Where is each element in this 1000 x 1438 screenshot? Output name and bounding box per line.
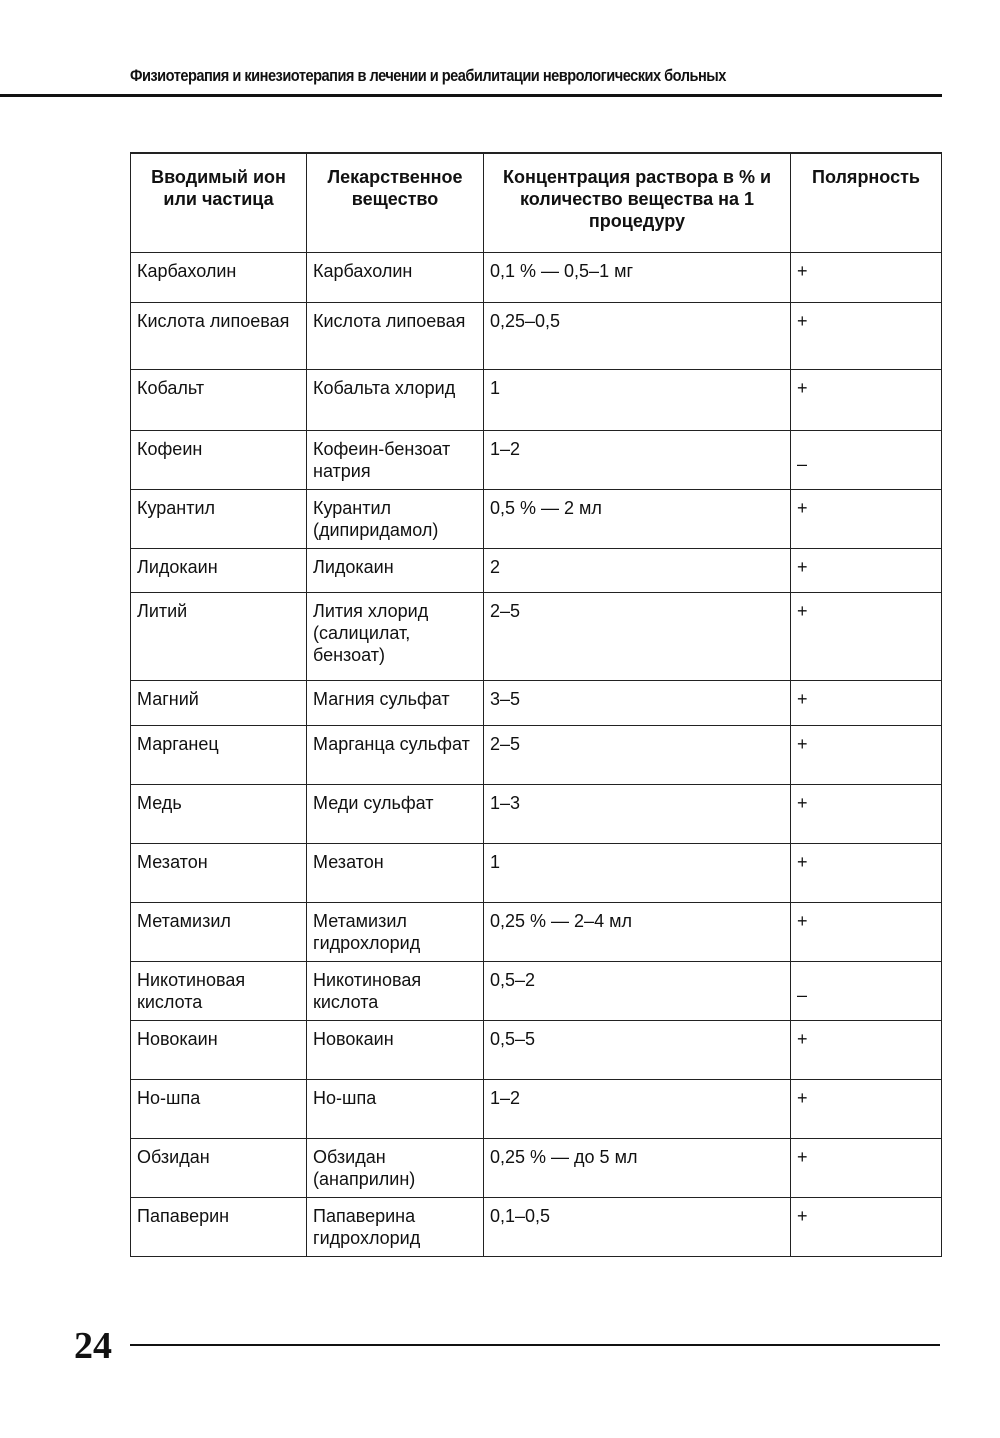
cell-ion: Метамизил <box>131 903 307 962</box>
page-number: 24 <box>74 1325 112 1367</box>
table-row <box>131 844 942 903</box>
column-header-drug: Лекарственное вещество <box>307 153 484 253</box>
cell-polarity: + <box>791 549 942 593</box>
cell-ion: Курантил <box>131 490 307 549</box>
cell-polarity: – <box>791 962 942 1021</box>
column-header-ion: Вводимый ион или частица <box>131 153 307 253</box>
cell-drug: Лидокаин <box>307 549 484 593</box>
cell-ion: Магний <box>131 681 307 726</box>
table-row <box>131 370 942 431</box>
table-row <box>131 431 942 490</box>
cell-ion: Карбахолин <box>131 253 307 303</box>
cell-drug: Меди сульфат <box>307 785 484 844</box>
table-row <box>131 490 942 549</box>
cell-concentration: 0,1 % — 0,5–1 мг <box>484 253 791 303</box>
cell-ion: Обзидан <box>131 1139 307 1198</box>
cell-concentration: 0,5 % — 2 мл <box>484 490 791 549</box>
cell-drug: Магния сульфат <box>307 681 484 726</box>
footer-rule <box>130 1344 940 1346</box>
table-row <box>131 303 942 370</box>
cell-drug: Но-шпа <box>307 1080 484 1139</box>
header-rule <box>0 94 942 97</box>
cell-polarity: + <box>791 903 942 962</box>
cell-drug: Метамизил гидрохлорид <box>307 903 484 962</box>
cell-concentration: 2–5 <box>484 593 791 681</box>
table-row <box>131 962 942 1021</box>
cell-concentration: 1–2 <box>484 1080 791 1139</box>
cell-concentration: 1–2 <box>484 431 791 490</box>
cell-ion: Медь <box>131 785 307 844</box>
cell-drug: Курантил (дипиридамол) <box>307 490 484 549</box>
cell-drug: Папаверина гидрохлорид <box>307 1198 484 1257</box>
table-row <box>131 1198 942 1257</box>
table-row <box>131 681 942 726</box>
cell-polarity: + <box>791 681 942 726</box>
cell-drug: Марганца сульфат <box>307 726 484 785</box>
cell-polarity: + <box>791 303 942 370</box>
cell-drug: Никотиновая кислота <box>307 962 484 1021</box>
cell-drug: Кобальта хлорид <box>307 370 484 431</box>
cell-polarity: + <box>791 726 942 785</box>
cell-concentration: 0,1–0,5 <box>484 1198 791 1257</box>
cell-polarity: + <box>791 1080 942 1139</box>
cell-polarity: + <box>791 1198 942 1257</box>
cell-polarity: – <box>791 431 942 490</box>
cell-concentration: 0,5–2 <box>484 962 791 1021</box>
cell-drug: Лития хлорид (салицилат, бензоат) <box>307 593 484 681</box>
table-row <box>131 1080 942 1139</box>
ion-table <box>130 152 942 1257</box>
table-row <box>131 1139 942 1198</box>
cell-ion: Мезатон <box>131 844 307 903</box>
column-header-polarity: Полярность <box>791 153 942 253</box>
cell-ion: Марганец <box>131 726 307 785</box>
cell-ion: Папаверин <box>131 1198 307 1257</box>
cell-ion: Никотиновая кислота <box>131 962 307 1021</box>
table-row <box>131 1021 942 1080</box>
running-title: Физиотерапия и кинезиотерапия в лечении и реабилитации неврологических больных <box>130 66 726 85</box>
cell-concentration: 0,25–0,5 <box>484 303 791 370</box>
cell-concentration: 0,5–5 <box>484 1021 791 1080</box>
cell-ion: Но-шпа <box>131 1080 307 1139</box>
cell-drug: Обзидан (анаприлин) <box>307 1139 484 1198</box>
cell-polarity: + <box>791 1139 942 1198</box>
cell-polarity: + <box>791 370 942 431</box>
cell-ion: Лидокаин <box>131 549 307 593</box>
cell-polarity: + <box>791 785 942 844</box>
cell-drug: Кофеин-бензоат натрия <box>307 431 484 490</box>
cell-concentration: 3–5 <box>484 681 791 726</box>
table-header-row <box>131 153 942 253</box>
table-row <box>131 549 942 593</box>
cell-drug: Кислота липоевая <box>307 303 484 370</box>
cell-concentration: 1 <box>484 844 791 903</box>
cell-ion: Кислота липоевая <box>131 303 307 370</box>
cell-polarity: + <box>791 1021 942 1080</box>
table-row <box>131 253 942 303</box>
cell-polarity: + <box>791 593 942 681</box>
cell-ion: Кофеин <box>131 431 307 490</box>
cell-ion: Литий <box>131 593 307 681</box>
table-row <box>131 726 942 785</box>
table-row <box>131 903 942 962</box>
column-header-concentration: Концентрация раствора в % и количество вещества на 1 процедуру <box>484 153 791 253</box>
cell-concentration: 2 <box>484 549 791 593</box>
cell-concentration: 1 <box>484 370 791 431</box>
cell-ion: Новокаин <box>131 1021 307 1080</box>
cell-drug: Карбахолин <box>307 253 484 303</box>
cell-drug: Мезатон <box>307 844 484 903</box>
table-row <box>131 593 942 681</box>
cell-polarity: + <box>791 490 942 549</box>
cell-concentration: 0,25 % — до 5 мл <box>484 1139 791 1198</box>
cell-concentration: 1–3 <box>484 785 791 844</box>
cell-polarity: + <box>791 253 942 303</box>
cell-concentration: 2–5 <box>484 726 791 785</box>
cell-concentration: 0,25 % — 2–4 мл <box>484 903 791 962</box>
table-row <box>131 785 942 844</box>
cell-drug: Новокаин <box>307 1021 484 1080</box>
cell-polarity: + <box>791 844 942 903</box>
cell-ion: Кобальт <box>131 370 307 431</box>
